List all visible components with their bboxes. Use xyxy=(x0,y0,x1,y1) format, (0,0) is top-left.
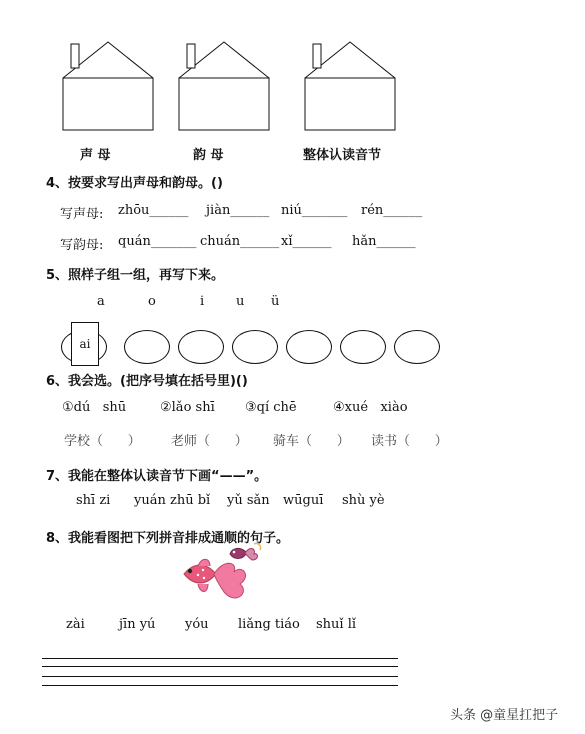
house-shengmu xyxy=(62,38,154,132)
house-yunmu xyxy=(178,38,270,132)
house-label-zhengti: 整体认读音节 xyxy=(303,148,382,163)
q7-item[interactable]: yǔ sǎn xyxy=(227,493,270,508)
q7-item[interactable]: yuán zhū bǐ xyxy=(134,493,211,508)
answer-oval[interactable] xyxy=(232,330,278,364)
q7-item[interactable]: wūguī xyxy=(283,493,324,508)
q8-word[interactable]: yóu xyxy=(185,617,209,632)
q4-row1-item[interactable]: niú_______ xyxy=(281,203,348,218)
q4-row1-item[interactable]: jiàn______ xyxy=(206,203,270,218)
house-zhengti xyxy=(304,38,396,132)
answer-oval[interactable] xyxy=(394,330,440,364)
q4-row2-item[interactable]: hǎn______ xyxy=(352,234,416,249)
writing-line[interactable] xyxy=(42,685,398,686)
q4-row2-item[interactable]: quán_______ xyxy=(118,234,197,249)
example-card: ai xyxy=(71,322,99,366)
writing-line[interactable] xyxy=(42,676,398,677)
vowel: a xyxy=(97,294,105,309)
q8-title: 8、我能看图把下列拼音排成通顺的句子。 xyxy=(46,531,290,546)
q6-option: ②lǎo shī xyxy=(160,400,215,415)
watermark: 头条 @童星扛把子 xyxy=(450,708,559,723)
q4-row2-item[interactable]: chuán______ xyxy=(200,234,280,249)
q8-word[interactable]: jīn yú xyxy=(119,617,156,632)
answer-oval[interactable] xyxy=(178,330,224,364)
vowel: ü xyxy=(271,294,280,309)
q4-row1-item[interactable]: rén______ xyxy=(361,203,423,218)
house-label-shengmu: 声 母 xyxy=(80,148,111,163)
q5-title: 5、照样子组一组，再写下来。 xyxy=(46,268,225,283)
answer-oval[interactable] xyxy=(286,330,332,364)
vowel: u xyxy=(236,294,245,309)
q7-item[interactable]: shī zi xyxy=(76,493,111,508)
q6-blank[interactable]: 骑车（ ） xyxy=(273,434,350,449)
q7-title: 7、我能在整体认读音节下画“——”。 xyxy=(46,469,268,484)
q4-row1-item[interactable]: zhōu______ xyxy=(118,203,189,218)
q6-option: ③qí chē xyxy=(245,400,297,415)
q8-word[interactable]: zài xyxy=(66,617,85,632)
q8-word[interactable]: liǎng tiáo xyxy=(238,617,300,632)
q6-blank[interactable]: 读书（ ） xyxy=(371,434,448,449)
vowel: o xyxy=(148,294,156,309)
vowel: i xyxy=(200,294,205,309)
q4-row2-item[interactable]: xǐ______ xyxy=(281,234,332,249)
goldfish-illustration xyxy=(176,540,272,608)
writing-line[interactable] xyxy=(42,666,398,667)
q6-blank[interactable]: 老师（ ） xyxy=(171,434,248,449)
q6-title: 6、我会选。(把序号填在括号里)() xyxy=(46,374,248,389)
q8-word[interactable]: shuǐ lǐ xyxy=(316,617,357,632)
q4-row1-label: 写声母: xyxy=(60,207,104,222)
answer-oval[interactable] xyxy=(340,330,386,364)
q7-item[interactable]: shù yè xyxy=(342,493,385,508)
house-label-yunmu: 韵 母 xyxy=(193,148,224,163)
answer-oval[interactable] xyxy=(124,330,170,364)
q4-title: 4、按要求写出声母和韵母。() xyxy=(46,176,223,191)
writing-line[interactable] xyxy=(42,658,398,659)
q6-option: ①dú shū xyxy=(62,400,127,415)
q4-row2-label: 写韵母: xyxy=(60,238,104,253)
q6-blank[interactable]: 学校（ ） xyxy=(64,434,141,449)
q6-option: ④xué xiào xyxy=(333,400,408,415)
